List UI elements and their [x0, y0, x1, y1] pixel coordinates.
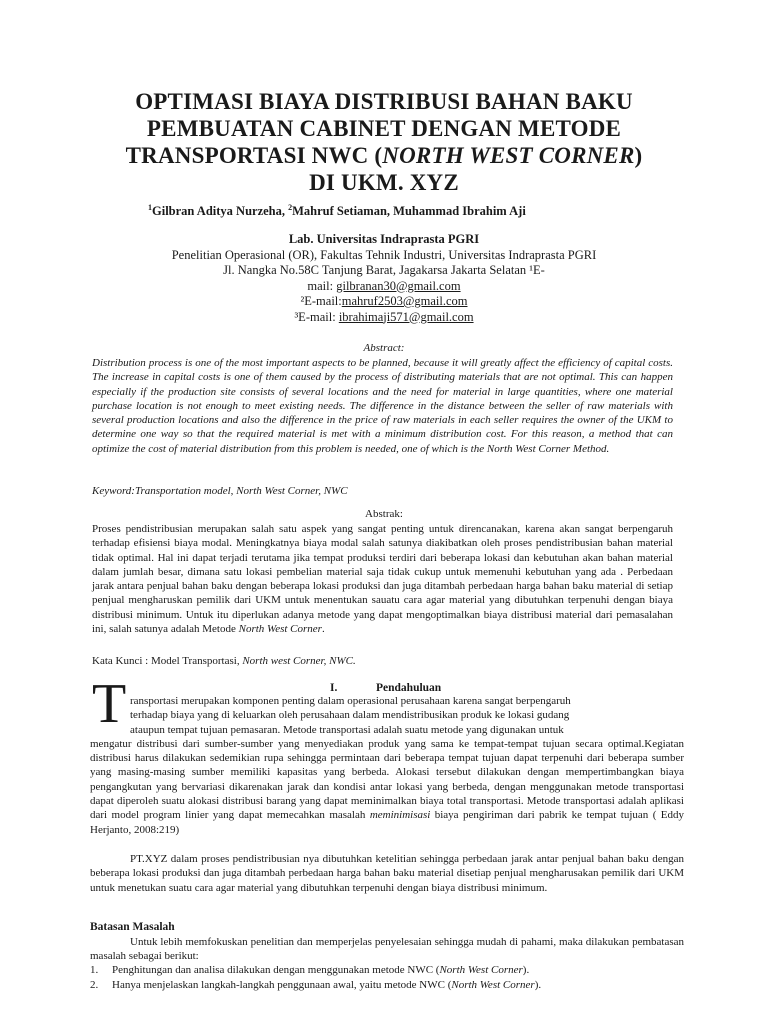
abstract-en-body: Distribution process is one of the most important aspects to be planned, because it will greatly affect the efficiency of capital costs. The increase in capital costs is one of them caused by the process of distributing materials that are not optimal. This can happen especially if the production site consists of several locations and the need for material in large quantities, where one material purchase location is not enough to meet existing needs. The difference in the distance between the seller of raw materials with several production locations and also the difference in the price of raw materials in each seller requires the owner of the UKM to determine one way so that the required material is met with a minimum distribution cost. For this reason, a method that can optimize the cost of material distribution from this problem is needed, one of which is the North West Corner Method. [92, 357, 673, 455]
list-item-end: ). [522, 964, 530, 976]
keywords-id [92, 655, 356, 667]
title-line-2: PEMBUATAN CABINET DENGAN METODE [146, 116, 622, 141]
email-line-1 [0, 279, 768, 295]
keywords-id-italic: North west Corner, NWC. [242, 655, 356, 667]
list-item-number: 2. [90, 978, 99, 991]
affiliation-lab: Lab. Universitas Indraprasta PGRI [288, 232, 480, 246]
keywords-en: Keyword:Transportation model, North West Corner, NWC [92, 485, 348, 497]
intro-rest-pre: mengatur distribusi dari sumber-sumber yang menyediakan produk yang sama ke tempat-tempat tujuan secara optimal.Kegiatan distribusi harus dilakukan sedemikian rupa sehingga permintaan dari beberapa tempat tujuan dapat terpenuhi dari beberapa sumber yang masing-masing sumber memiliki kapasitas yang berbeda. Alokasi tersebut dilakukan dengan mempertimbangkan biaya pengangkutan yang bervariasi dikarenakan jarak dan kondisi antar lokasi yang berbeda, dengan menggunakan metode transportasi dapat diperoleh suatu alokasi distribusi barang yang dapat meminimalkan biaya total transportasi. Metode transportasi adalah aplikasi dari model program linier yang dapat memecahkan masalah [90, 737, 684, 822]
list-item-italic: North West Corner [451, 978, 535, 991]
list-item [90, 978, 684, 993]
list-item-text: Hanya menjelaskan langkah-langkah penggunaan awal, yaitu metode NWC ( [112, 978, 452, 991]
email-link-2[interactable]: mahruf2503@gmail.com [341, 294, 468, 308]
dropcap-letter: T [92, 673, 127, 735]
title-line-3 [84, 142, 684, 169]
abstract-id-main: Proses pendistribusian merupakan salah satu aspek yang sangat penting untuk direncanakan, karena akan sangat berpengaruh terhadap efisiensi biaya modal. Meningkatnya biaya modal salah satunya diakibatkan oleh proses pendistribusian bahan material tidak optimal. Hal ini dapat terjadi terutama jika tempat produksi terdiri dari beberapa lokasi dan kebutuhan akan bahan material dalam jumlah besar, dimana satu lokasi pembelian material saja tidak cukup untuk memenuhi kebutuhan yang ada . Perbedaan jarak antara penjual bahan baku dengan beberapa lokasi produksi dan juga ditambah perbedaan harga bahan baku material di setiap penjual mengharuskan pemilik dari UKM untuk menentukan sauatu cara agar material yang dibutuhkan terpenuhi dengan biaya distribusi minimum. Untuk itu diperlukan adanya metode yang dapat mengoptimalkan biaya distribusi material dari pemasalahan ini, salah satunya adalah Metode [92, 523, 673, 636]
batasan-list [90, 963, 684, 993]
email-line-2 [0, 294, 768, 310]
email-link-3[interactable]: ibrahimaji571@gmail.com [338, 309, 474, 324]
title-line-3-post: ) [634, 143, 643, 168]
intro-line-1: ransportasi merupakan komponen penting dalam operasional perusahaan karena sangat berpengaruh [130, 695, 571, 707]
batasan-body: Untuk lebih memfokuskan penelitian dan memperjelas penyelesaian sehingga mudah di pahami, maka dilakukan pembatasan masalah sebagai berikut: [90, 936, 684, 963]
email-1-prefix: mail: [307, 278, 337, 293]
author-sup-1: 1 [148, 203, 152, 212]
intro-rest-post: biaya pengiriman dari pabrik ke tempat tujuan ( Eddy Herjanto, 2008:219) [90, 809, 685, 836]
intro-rest-italic: meminimisasi [369, 809, 431, 822]
abstract-id-italic: North West Corner [238, 623, 322, 636]
title-line-3-italic: NORTH WEST CORNER [382, 143, 635, 168]
list-item-text: Penghitungan dan analisa dilakukan dengan menggunakan metode NWC ( [112, 964, 440, 976]
email-2-prefix: ²E-mail: [300, 294, 342, 308]
intro-paragraph [90, 694, 684, 837]
abstract-id-end: . [321, 623, 325, 636]
title-line-4: DI UKM. XYZ [309, 170, 459, 195]
section-title: Pendahuluan [376, 682, 442, 694]
email-3-prefix: ³E-mail: [294, 309, 339, 324]
title-line-1: OPTIMASI BIAYA DISTRIBUSI BAHAN BAKU [135, 89, 633, 114]
keywords-id-prefix: Kata Kunci : Model Transportasi, [92, 655, 243, 667]
intro-line-2: terhadap biaya yang di keluarkan oleh perusahaan dalam mendistribusikan produk ke lokasi gudang [130, 709, 570, 722]
email-line-3 [0, 310, 768, 326]
paper-title [84, 88, 684, 196]
list-item-italic: North West Corner [439, 964, 523, 976]
abstract-id-heading: Abstrak: [365, 508, 403, 520]
intro-line-3: ataupun tempat tujuan pemasaran. Metode transportasi adalah suatu metode yang digunakan untuk [130, 723, 564, 736]
author-name-1: Gilbran Aditya Nurzeha, [152, 204, 289, 219]
email-link-1[interactable]: gilbranan30@gmail.com [336, 278, 461, 293]
affiliation-line-2: Jl. Nangka No.58C Tanjung Barat, Jagakarsa Jakarta Selatan ¹E- [223, 263, 545, 277]
section-heading-pendahuluan [330, 682, 441, 694]
abstract-id-body [92, 522, 673, 636]
abstract-en-heading: Abstract: [363, 342, 405, 354]
affiliation-line-1: Penelitian Operasional (OR), Fakultas Tehnik Industri, Universitas Indraprasta PGRI [171, 247, 597, 262]
list-item-end: ). [534, 978, 542, 991]
intro-paragraph-2: PT.XYZ dalam proses pendistribusian nya dibutuhkan ketelitian sehingga perbedaan jarak antar penjual bahan baku dengan beberapa lokasi produksi dan juga ditambah perbedaan harga bahan baku material disetiap penjual mengharusakan pemilik dari UKM untuk menetukan suatu cara agar material yang dibutuhkan terpenuhi dengan biaya distribusi minimum. [90, 853, 684, 894]
title-line-3-pre: TRANSPORTASI NWC ( [125, 143, 383, 168]
list-item-number: 1. [90, 964, 99, 976]
author-sup-2: 2 [288, 203, 293, 212]
batasan-heading: Batasan Masalah [90, 921, 175, 933]
section-number: I. [330, 682, 338, 694]
intro-rest [90, 738, 684, 836]
list-item [90, 963, 684, 978]
affiliation-block [0, 232, 768, 325]
author-name-2: Mahruf Setiaman, Muhammad Ibrahim Aji [292, 204, 526, 219]
author-list [148, 203, 526, 219]
